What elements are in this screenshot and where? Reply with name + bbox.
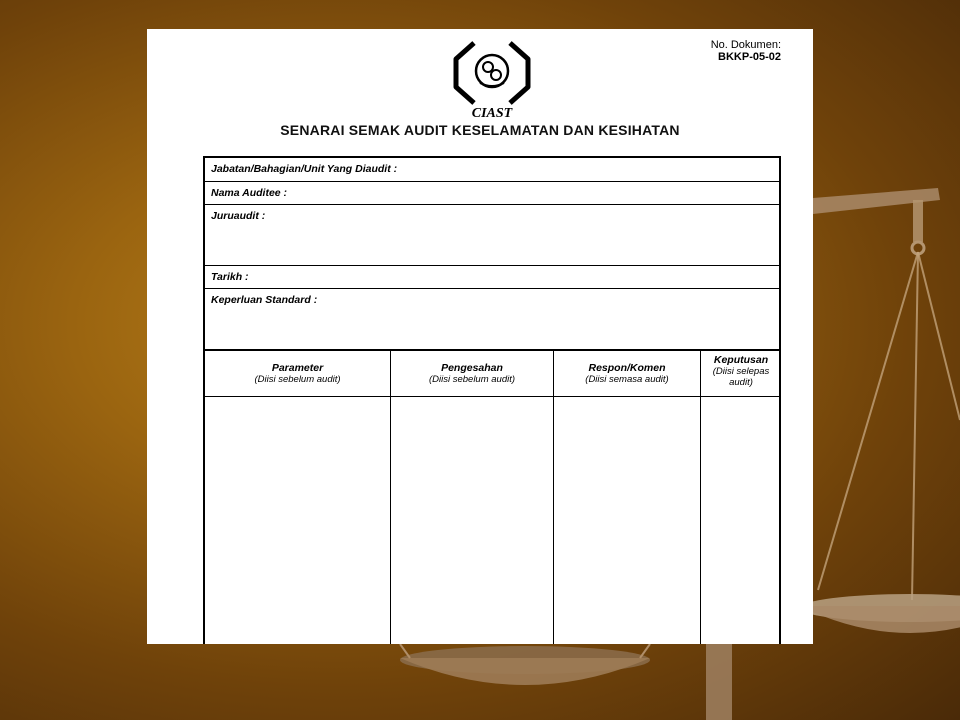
field-auditor: Juruaudit : <box>205 205 779 266</box>
document-number <box>711 39 781 63</box>
column-header-note: (Diisi sebelum audit) <box>428 374 516 385</box>
column-header <box>391 351 553 397</box>
table-cell <box>554 397 700 644</box>
column-parameter <box>205 351 391 644</box>
field-department: Jabatan/Bahagian/Unit Yang Diaudit : <box>205 158 779 182</box>
column-header-title: Parameter <box>271 362 324 374</box>
field-date: Tarikh : <box>205 266 779 289</box>
column-decision <box>701 351 781 644</box>
column-header <box>554 351 700 397</box>
column-header <box>701 351 781 397</box>
field-auditee-name: Nama Auditee : <box>205 182 779 205</box>
column-header-title: Pengesahan <box>441 362 503 374</box>
column-header-title: Keputusan <box>713 354 769 366</box>
column-header <box>205 351 390 397</box>
document-number-value: BKKP-05-02 <box>718 51 781 63</box>
column-header-title: Respon/Komen <box>588 362 666 374</box>
document-page <box>147 29 813 644</box>
column-header-note: (Diisi semasa audit) <box>585 374 669 385</box>
logo-text: CIAST <box>471 106 513 121</box>
table-cell <box>391 397 553 644</box>
table-cell <box>701 397 781 644</box>
column-verification <box>391 351 554 644</box>
document-number-label: No. Dokumen: <box>710 39 781 51</box>
audit-form <box>203 156 781 644</box>
column-header-note: (Diisi selepas audit) <box>712 366 770 388</box>
field-standard-requirement: Keperluan Standard : <box>205 289 779 351</box>
column-response-comment <box>554 351 701 644</box>
table-cell <box>205 397 390 644</box>
ciast-logo-icon <box>450 37 534 121</box>
column-header-note: (Diisi sebelum audit) <box>254 374 341 385</box>
document-title: SENARAI SEMAK AUDIT KESELAMATAN DAN KESIHATAN <box>280 122 680 138</box>
checklist-table <box>205 351 779 644</box>
